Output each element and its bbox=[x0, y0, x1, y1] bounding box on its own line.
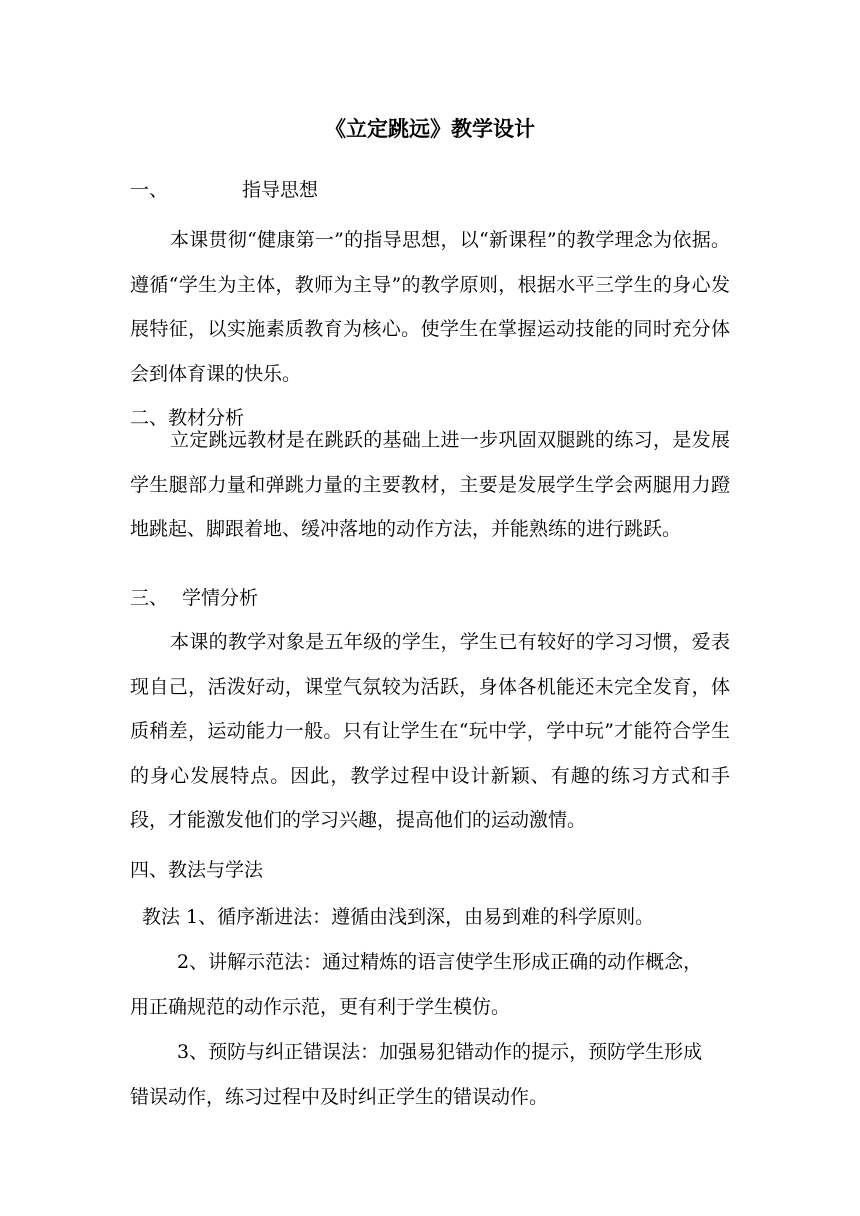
section-title: 指导思想 bbox=[242, 179, 319, 201]
section-number: 三、 bbox=[130, 587, 169, 609]
method-item-2-line-2: 用正确规范的动作示范，更有利于学生模仿。 bbox=[130, 996, 511, 1018]
section-paragraph-2: 立定跳远教材是在跳跃的基础上进一步巩固双腿跳的练习，是发展学生腿部力量和弹跳力量的主要教材，主要是发展学生学会两腿用力蹬地跳起、脚跟着地、缓冲落地的动作方法，并能熟练的进行跳跃。 bbox=[130, 429, 730, 540]
method-item-3-line-1: 3、预防与纠正错误法：加强易犯错动作的提示，预防学生形成 bbox=[177, 1041, 703, 1063]
method-item-2-line-1: 2、讲解示范法：通过精炼的语言使学生形成正确的动作概念， bbox=[177, 951, 703, 973]
section-title: 教法与学法 bbox=[168, 859, 264, 881]
document-title: 《立定跳远》教学设计 bbox=[325, 116, 535, 141]
section-number: 四、 bbox=[130, 859, 169, 881]
section-title: 学情分析 bbox=[182, 587, 259, 609]
method-item-1: 教法 1、循序渐进法：遵循由浅到深，由易到难的科学原则。 bbox=[142, 906, 655, 928]
section-paragraph-3: 本课的教学对象是五年级的学生，学生已有较好的学习习惯，爱表现自己，活泼好动，课堂气氛较为活跃，身体各机能还未完全发育，体质稍差，运动能力一般。只有让学生在“玩中学，学中玩”才能符合学生的身心发展特点。因此，教学过程中设计新颖、有趣的练习方式和手段，才能激发他们的学习兴趣，提高他们的运动激情。 bbox=[130, 631, 730, 831]
section-heading-3 bbox=[130, 584, 258, 612]
method-item-3-line-2: 错误动作，练习过程中及时纠正学生的错误动作。 bbox=[130, 1086, 549, 1108]
section-heading-4 bbox=[130, 856, 263, 884]
section-number: 一、 bbox=[130, 179, 169, 201]
section-paragraph-1: 本课贯彻“健康第一”的指导思想，以“新课程”的教学理念为依据。遵循“学生为主体，教师为主导”的教学原则，根据水平三学生的身心发展特征，以实施素质教育为核心。使学生在掌握运动技能的同时充分体会到体育课的快乐。 bbox=[130, 229, 730, 385]
section-title: 教材分析 bbox=[168, 407, 245, 429]
section-number: 二、 bbox=[130, 407, 169, 429]
section-heading-1 bbox=[130, 176, 318, 204]
